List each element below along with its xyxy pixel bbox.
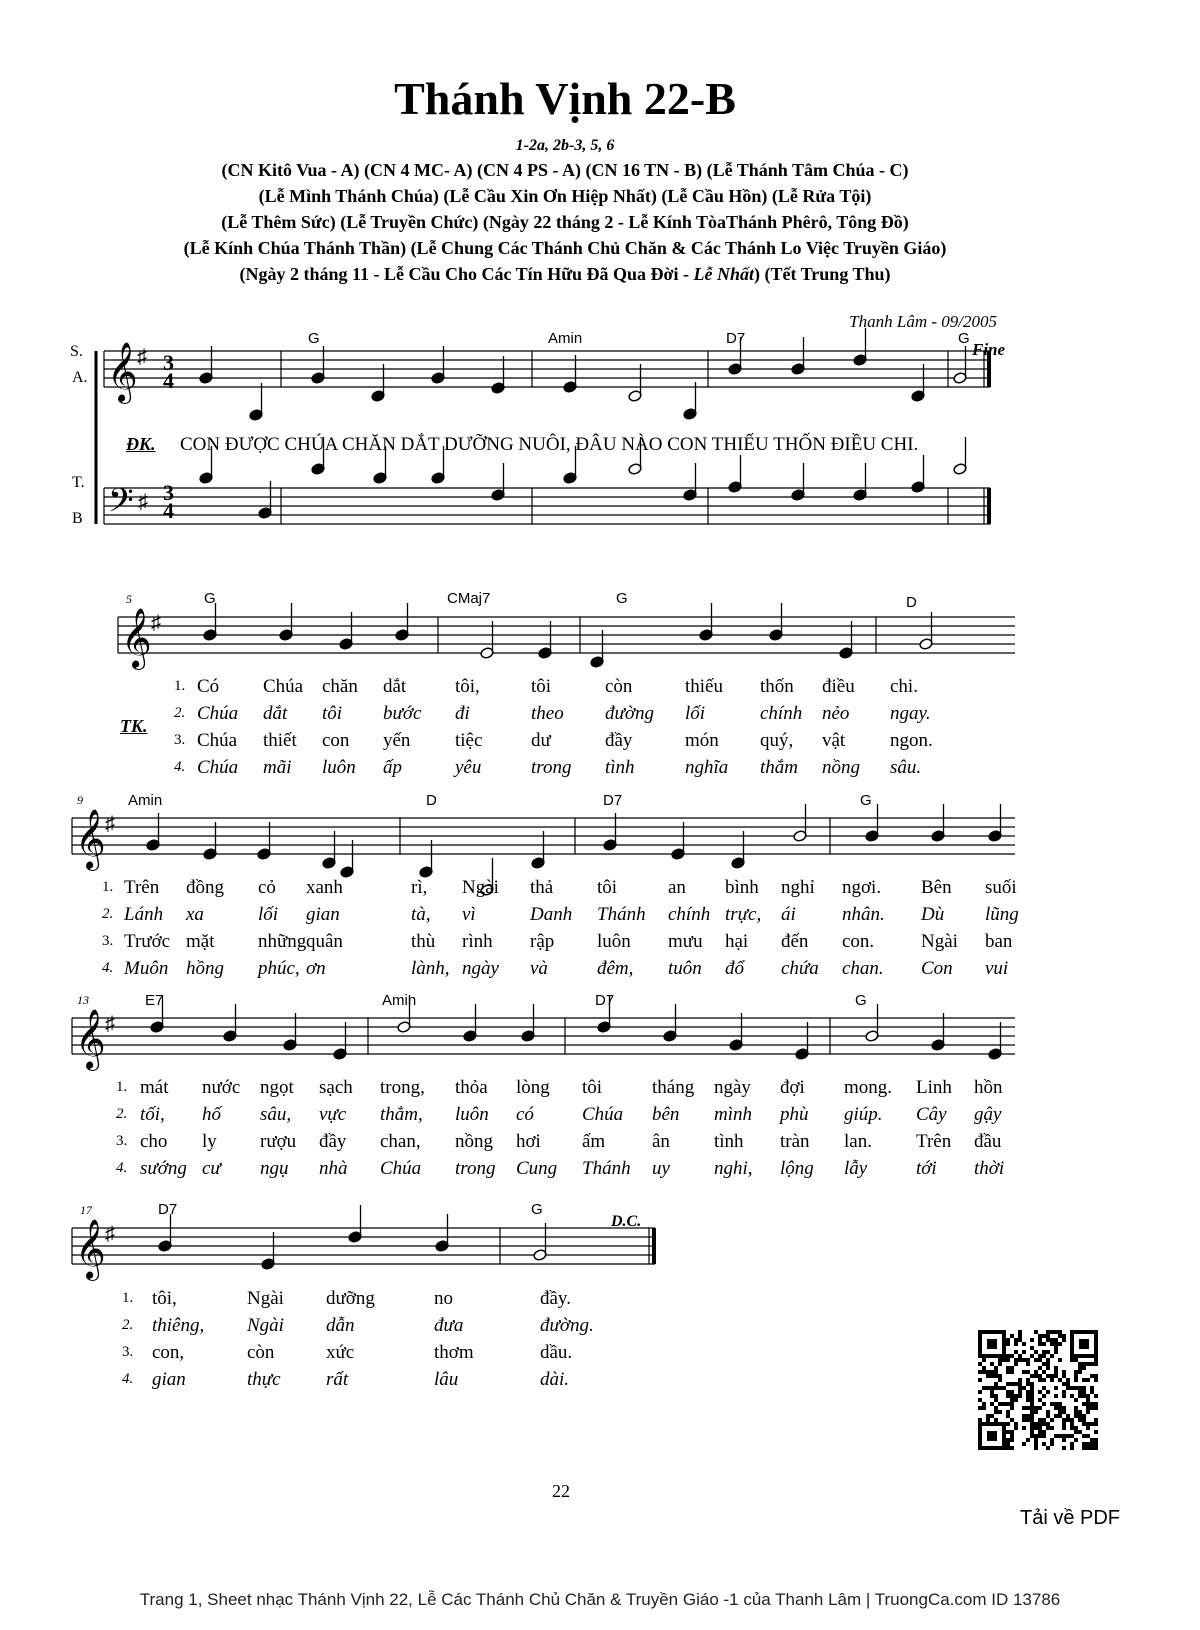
lyric-word: thiêng,: [152, 1315, 205, 1336]
lyric-word: dầu.: [540, 1342, 573, 1363]
lyric-word: trong: [455, 1158, 496, 1179]
dc-mark: D.C.: [611, 1213, 642, 1230]
lyric-word: an: [668, 877, 686, 898]
lyric-word: mong.: [844, 1077, 893, 1098]
chord: CMaj7: [447, 590, 491, 607]
lyric-word: đường.: [540, 1315, 594, 1336]
chord: G: [204, 590, 216, 607]
lyric-word: lành,: [411, 958, 450, 979]
fine-mark: Fine: [972, 340, 1006, 359]
qr-code-icon[interactable]: [978, 1330, 1098, 1450]
lyric-word: đến: [781, 931, 809, 952]
lyric-word: Có: [197, 676, 220, 697]
lyric-word: hồn: [974, 1077, 1003, 1098]
verse-number: 4.: [174, 759, 186, 775]
sharp-icon: ♯: [138, 491, 148, 513]
lyric-word: tiệc: [455, 730, 483, 751]
lyric-word: Cung: [516, 1158, 558, 1179]
lyric-word: trực,: [725, 904, 762, 925]
lyric-word: tôi: [531, 676, 552, 697]
lyric-word: yến: [383, 730, 411, 751]
lyric-word: Ngài: [247, 1288, 284, 1309]
lyric-word: món: [685, 730, 719, 751]
lyric-word: hại: [725, 931, 749, 952]
lyric-word: tôi: [597, 877, 618, 898]
verse-number: 4.: [122, 1371, 134, 1387]
lyric-word: đợi: [780, 1077, 805, 1098]
lyric-word: lối: [258, 904, 279, 925]
lyric-word: xa: [186, 904, 204, 925]
lyric-word: Muôn: [124, 958, 169, 979]
chord: D7: [603, 792, 623, 809]
chord: Amin: [128, 792, 163, 809]
lyric-word: Dù: [921, 904, 945, 925]
occasion-text: ) (Tết Trung Thu): [753, 264, 891, 284]
lyric-word: mưu: [668, 931, 703, 952]
lyric-word: xanh: [306, 877, 343, 898]
lyric-word: tháng: [652, 1077, 695, 1098]
lyric-word: thực: [247, 1369, 281, 1390]
final-barline: [987, 488, 991, 524]
lyric-word: nẻo: [822, 703, 850, 724]
measure-number: 17: [80, 1203, 92, 1217]
lyric-word: ngày: [714, 1077, 751, 1098]
lyric-word: ngày: [462, 958, 499, 979]
lyric-word: ban: [985, 931, 1013, 952]
lyric-word: đầy: [319, 1131, 347, 1152]
chord: D7: [158, 1201, 178, 1218]
occasion-line: (CN Kitô Vua - A) (CN 4 MC- A) (CN 4 PS - A) (CN 16 TN - B) (Lễ Thánh Tâm Chúa - C): [221, 160, 909, 180]
treble-clef-icon: 𝄞: [121, 608, 152, 668]
lyric-word: con: [322, 730, 350, 751]
lyric-word: ly: [202, 1131, 217, 1152]
lyric-word: mát: [140, 1077, 169, 1098]
verse-number: 3.: [116, 1133, 128, 1149]
lyric-word: hơi: [516, 1131, 541, 1152]
staff-label-a: A.: [72, 369, 88, 386]
verse-number: 2.: [116, 1106, 128, 1122]
measure-number: 9: [77, 793, 83, 807]
lyric-word: ngon.: [890, 730, 933, 751]
lyric-word: ấm: [582, 1131, 606, 1152]
lyric-word: dẫn: [326, 1315, 355, 1336]
lyric-word: còn: [605, 676, 633, 697]
sharp-icon: ♯: [105, 1223, 115, 1245]
lyric-word: thẳm,: [380, 1104, 423, 1125]
chord: D7: [726, 330, 746, 347]
verse-number: 2.: [122, 1317, 134, 1333]
lyric-word: no: [434, 1288, 453, 1309]
lyric-word: chan,: [380, 1131, 421, 1152]
chord: G: [958, 330, 970, 347]
lyric-word: suối: [985, 877, 1017, 898]
lyric-word: hồng: [186, 958, 224, 979]
author-date: Thanh Lâm - 09/2005: [849, 312, 997, 331]
lyric-word: tới: [916, 1158, 937, 1179]
staff-label-t: T.: [72, 474, 85, 491]
lyric-word: nghỉ: [781, 877, 815, 898]
chord: Amin: [548, 330, 583, 347]
lyric-word: mãi: [263, 757, 292, 778]
lyric-word: lối: [685, 703, 706, 724]
lyric-word: tình: [605, 757, 635, 778]
occasion-text: (Ngày 2 tháng 11 - Lễ Cầu Cho Các Tín Hữu Đã Qua Đời -: [239, 264, 694, 284]
lyric-word: Cây: [916, 1104, 947, 1125]
lyric-word: Chúa: [380, 1158, 422, 1179]
lyric-word: nhân.: [842, 904, 885, 925]
lyric-word: dắt: [263, 703, 288, 724]
measure-number: 13: [77, 993, 89, 1007]
measure-number: 5: [126, 592, 132, 606]
lyric-word: giúp.: [844, 1104, 883, 1125]
lyric-word: ân: [652, 1131, 670, 1152]
lyric-word: thù: [411, 931, 436, 952]
lyric-word: bước: [383, 703, 422, 724]
lyric-word: Ngài: [462, 877, 499, 898]
chord: D: [906, 594, 917, 611]
lyric-word: chăn: [322, 676, 358, 697]
lyric-word: đồng: [186, 877, 224, 898]
treble-clef-icon: 𝄞: [75, 1219, 106, 1279]
lyric-word: tuôn: [668, 958, 702, 979]
chord: G: [860, 792, 872, 809]
lyric-word: thắm: [760, 757, 798, 778]
verse-number: 2.: [102, 906, 114, 922]
lyric-word: đường: [605, 703, 655, 724]
lyric-word: chính: [668, 904, 711, 925]
lyric-word: sâu,: [260, 1104, 292, 1125]
lyric-word: Trên: [124, 877, 160, 898]
lyric-word: thơm: [434, 1342, 474, 1363]
lyric-word: chi.: [890, 676, 918, 697]
lyric-word: cư: [202, 1158, 221, 1179]
verse-number: 1.: [122, 1290, 134, 1306]
staff-label-s: S.: [70, 343, 83, 360]
lyric-word: ngọt: [260, 1077, 294, 1098]
lyric-word: đi: [455, 703, 470, 724]
lyric-word: con.: [842, 931, 875, 952]
lyric-word: luôn: [455, 1104, 489, 1125]
lyric-word: những: [258, 931, 307, 952]
lyric-word: và: [530, 958, 548, 979]
verse-number: 2.: [174, 705, 186, 721]
lyric-word: vì: [462, 904, 476, 925]
lyric-word: theo: [531, 703, 564, 724]
lyric-word: Chúa: [263, 676, 304, 697]
lyric-word: lũng: [985, 904, 1019, 925]
lyric-word: sạch: [319, 1077, 353, 1098]
lyric-word: tôi: [582, 1077, 603, 1098]
lyric-word: rì,: [411, 877, 428, 898]
chord: G: [616, 590, 628, 607]
lyric-word: dưỡng: [326, 1288, 375, 1309]
lyric-word: vực: [319, 1104, 347, 1125]
sharp-icon: ♯: [137, 346, 147, 368]
lyric-word: tối,: [140, 1104, 165, 1125]
lyric-word: chính: [760, 703, 803, 724]
verse-label: TK.: [120, 716, 148, 736]
lyric-word: thiết: [263, 730, 297, 751]
lyric-word: dắt: [383, 676, 407, 697]
lyric-word: bên: [652, 1104, 680, 1125]
lyric-word: còn: [247, 1342, 275, 1363]
verse-number: 3.: [122, 1344, 134, 1360]
page-number: 22: [552, 1481, 570, 1501]
lyric-word: ái: [781, 904, 796, 925]
lyric-word: lẫy: [844, 1158, 868, 1179]
verses-reference: 1-2a, 2b-3, 5, 6: [515, 137, 615, 154]
lyric-word: gian: [152, 1369, 186, 1390]
lyric-word: trong,: [380, 1077, 425, 1098]
lyric-word: vật: [822, 730, 846, 751]
lyric-word: tình: [714, 1131, 744, 1152]
lyric-word: có: [516, 1104, 534, 1125]
lyric-word: nghi,: [714, 1158, 753, 1179]
lyric-word: tà,: [411, 904, 431, 925]
lyric-word: đầu: [974, 1131, 1002, 1152]
lyric-word: tràn: [780, 1131, 810, 1152]
lyric-word: Lánh: [124, 904, 164, 925]
treble-clef-icon: 𝄞: [75, 1009, 106, 1069]
chord: D7: [595, 992, 615, 1009]
lyric-word: tôi: [322, 703, 343, 724]
lyric-word: xức: [326, 1342, 355, 1363]
lyric-word: trong: [531, 757, 572, 778]
lyric-word: quân: [306, 931, 343, 952]
verse-number: 1.: [174, 678, 186, 694]
lyric-word: chứa: [781, 958, 819, 979]
lyric-word: bình: [725, 877, 759, 898]
treble-clef-icon: 𝄞: [107, 342, 138, 402]
lyric-word: dài.: [540, 1369, 570, 1390]
lyric-word: Ngài: [247, 1315, 284, 1336]
lyric-word: gậy: [974, 1104, 1002, 1125]
verse-number: 1.: [116, 1079, 128, 1095]
sharp-icon: ♯: [105, 813, 115, 835]
refrain-label: ĐK.: [126, 434, 156, 454]
bass-clef-icon: 𝄢: [108, 482, 134, 528]
lyric-word: điều: [822, 676, 855, 697]
time-signature: 3 4: [163, 350, 174, 393]
lyric-word: gian: [306, 904, 340, 925]
lyric-word: vui: [985, 958, 1009, 979]
verse-number: 3.: [174, 732, 186, 748]
sharp-icon: ♯: [151, 612, 161, 634]
lyric-word: thốn: [760, 676, 794, 697]
chord: G: [855, 992, 867, 1009]
lyric-word: ngơi.: [842, 877, 882, 898]
lyric-word: đổ: [725, 958, 744, 979]
lyric-word: nhà: [319, 1158, 348, 1179]
occasion-italic: Lễ Nhất: [693, 264, 754, 284]
lyric-word: đưa: [434, 1315, 464, 1336]
lyric-word: phù: [780, 1104, 809, 1125]
lyric-word: Danh: [530, 904, 573, 925]
sharp-icon: ♯: [105, 1013, 115, 1035]
lyric-word: ngụ: [260, 1158, 289, 1179]
lyric-word: Bên: [921, 877, 952, 898]
lyric-word: Chúa: [197, 730, 238, 751]
lyric-word: Linh: [916, 1077, 952, 1098]
occasion-line: (Lễ Thêm Sức) (Lễ Truyền Chức) (Ngày 22 tháng 2 - Lễ Kính TòaThánh Phêrô, Tông Đồ): [221, 212, 909, 232]
lyric-word: Con: [921, 958, 953, 979]
lyric-word: đêm,: [597, 958, 634, 979]
lyric-word: mình: [714, 1104, 752, 1125]
chord: G: [308, 330, 320, 347]
lyric-word: Thánh: [582, 1158, 631, 1179]
lyric-word: nước: [202, 1077, 241, 1098]
lyric-word: thời: [974, 1158, 1005, 1179]
lyric-word: rập: [530, 931, 555, 952]
chord: E7: [145, 992, 164, 1009]
time-signature: 3 4: [163, 480, 174, 523]
lyric-word: cỏ: [258, 877, 276, 898]
lyric-word: Trên: [916, 1131, 952, 1152]
lyric-word: dư: [531, 730, 551, 751]
lyric-word: lộng: [780, 1158, 814, 1179]
lyric-word: rất: [326, 1369, 349, 1390]
verse-number: 4.: [102, 960, 114, 976]
song-title: Thánh Vịnh 22-B: [394, 73, 736, 124]
lyric-word: nghĩa: [685, 757, 729, 778]
lyric-word: Chúa: [582, 1104, 624, 1125]
occasion-line: (Lễ Mình Thánh Chúa) (Lễ Cầu Xin Ơn Hiệp Nhất) (Lễ Cầu Hồn) (Lễ Rửa Tội): [258, 186, 872, 206]
lyric-word: ngay.: [890, 703, 931, 724]
lyric-word: đầy: [605, 730, 633, 751]
page-footer: Trang 1, Sheet nhạc Thánh Vịnh 22, Lễ Các Thánh Chủ Chăn & Truyền Giáo -1 của Thanh Lâm | TruongCa.com ID 13786: [139, 1590, 1061, 1609]
lyric-word: nồng: [455, 1131, 493, 1152]
lyric-word: Trước: [124, 931, 171, 952]
lyric-word: thả: [530, 877, 554, 898]
lyric-word: luôn: [597, 931, 631, 952]
lyric-word: sâu.: [890, 757, 922, 778]
lyric-word: Chúa: [197, 757, 239, 778]
lyric-word: mặt: [186, 931, 215, 952]
lyric-word: yêu: [455, 757, 482, 778]
lyric-word: rượu: [260, 1131, 297, 1152]
occasion-line: (Lễ Kính Chúa Thánh Thần) (Lễ Chung Các Thánh Chủ Chăn & Các Thánh Lo Việc Truyền Giáo): [183, 238, 947, 258]
chord: G: [531, 1201, 543, 1218]
lyric-word: phúc,: [258, 958, 300, 979]
lyric-word: tôi,: [152, 1288, 177, 1309]
chord: D: [426, 792, 437, 809]
lyric-word: sướng: [140, 1158, 187, 1179]
lyric-word: thiếu: [685, 676, 723, 697]
lyric-word: lòng: [516, 1077, 550, 1098]
refrain-text: CON ĐƯỢC CHÚA CHĂN DẮT DƯỠNG NUÔI, ĐÂU NÀO CON THIẾU THỐN ĐIỀU CHI.: [180, 434, 919, 455]
lyric-word: uy: [652, 1158, 670, 1179]
verse-number: 1.: [102, 879, 114, 895]
lyric-word: Chúa: [197, 703, 239, 724]
lyric-word: ơn: [306, 958, 326, 979]
lyric-word: ấp: [383, 757, 402, 778]
lyric-word: lan.: [844, 1131, 872, 1152]
treble-clef-icon: 𝄞: [75, 809, 106, 869]
lyric-word: lâu: [434, 1369, 459, 1390]
verse-number: 4.: [116, 1160, 128, 1176]
verse-number: 3.: [102, 933, 114, 949]
lyric-word: chan.: [842, 958, 884, 979]
staff-label-b: B: [72, 510, 83, 527]
lyric-word: Ngài: [921, 931, 958, 952]
lyric-word: đầy.: [540, 1288, 571, 1309]
download-pdf-link[interactable]: Tải về PDF: [1020, 1507, 1121, 1529]
lyric-word: rình: [462, 931, 493, 952]
lyric-word: nồng: [822, 757, 860, 778]
lyric-word: hố: [202, 1104, 221, 1125]
lyric-word: luôn: [322, 757, 356, 778]
lyric-word: Thánh: [597, 904, 646, 925]
chord: Amin: [382, 992, 417, 1009]
lyric-word: cho: [140, 1131, 168, 1152]
lyric-word: con,: [152, 1342, 185, 1363]
lyric-word: tôi,: [455, 676, 480, 697]
lyric-word: thỏa: [455, 1077, 488, 1098]
lyric-word: quý,: [760, 730, 794, 751]
final-barline: [652, 1228, 656, 1264]
